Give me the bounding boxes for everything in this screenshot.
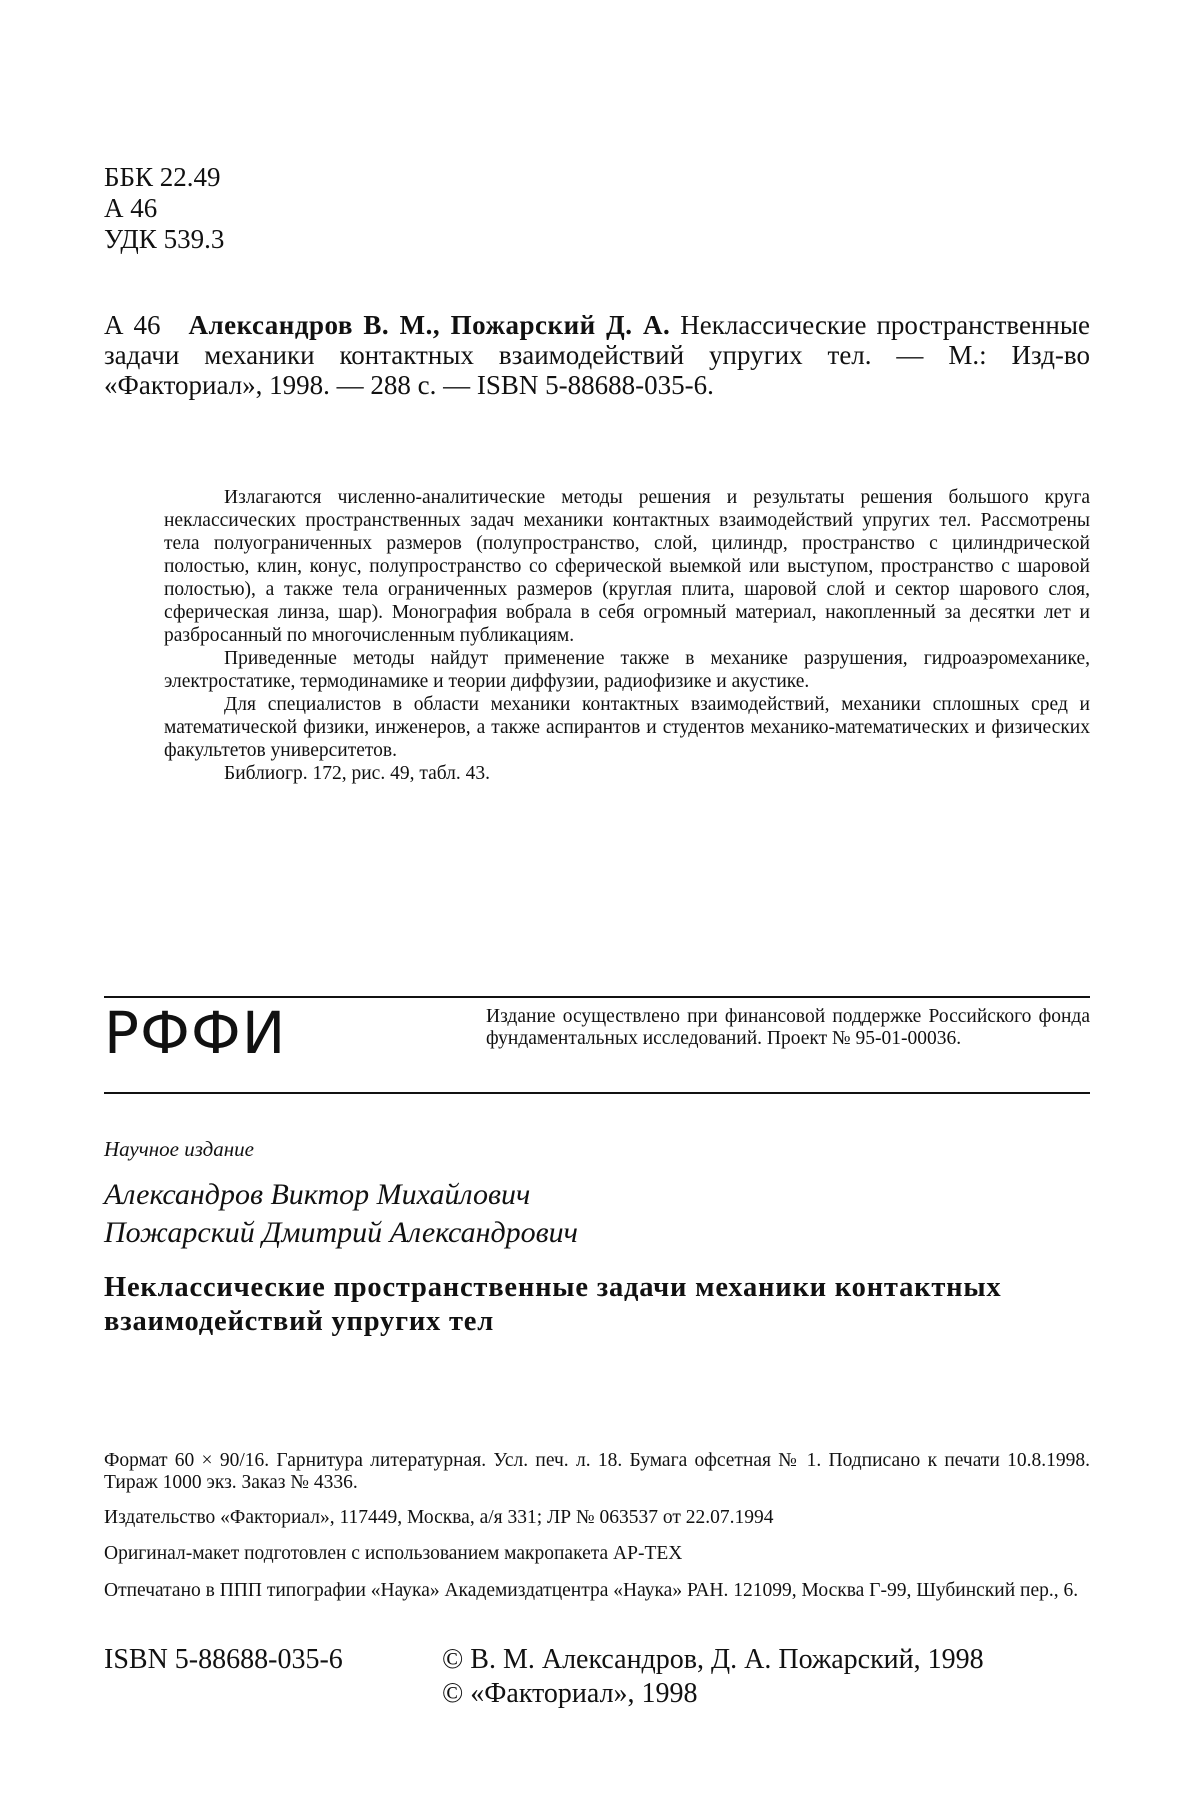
abstract-paragraph: Для специалистов в области механики контактных взаимодействий, механики сплошных сред и математической физики, инженеров, а также аспирантов и студентов механико-математических и физических факультетов университетов. xyxy=(164,694,1090,761)
author-mark: А 46 xyxy=(104,193,158,223)
title-verso-page xyxy=(104,0,1090,1795)
citation-authors: Александров В. М., Пожарский Д. А. xyxy=(188,310,671,340)
abstract-paragraph: Приведенные методы найдут применение также в механике разрушения, гидроаэромеханике, электростатике, термодинамике и теории диффузии, радиофизике и акустике. xyxy=(164,648,1090,692)
edition-type: Научное издание xyxy=(104,1137,254,1161)
abstract-paragraph: Библиогр. 172, рис. 49, табл. 43. xyxy=(224,763,491,784)
author-full-name: Александров Виктор Михайлович xyxy=(104,1178,531,1211)
top-divider xyxy=(104,996,1090,998)
abstract-paragraph: Излагаются численно-аналитические методы решения и результаты решения большого круга неклассических пространственных задач механики контактных взаимодействий упругих тел. Рассмотрены тела полуограниченных размеров (полупространство, слой, цилиндр, пространство с цилиндрической полостью, клин, конус, полупространство со сферической выемкой или выступом, пространство с шаровой полостью), а также тела ограниченных размеров (круглая плита, шаровой слой и сектор шарового слоя, сферическая линза, шар). Монография вобрала в себя огромный материал, накопленный за десятки лет и разбросанный по многочисленным публикациям. xyxy=(164,487,1090,646)
classification-block xyxy=(104,162,224,255)
author-full-name: Пожарский Дмитрий Александрович xyxy=(104,1216,578,1249)
isbn: ISBN 5-88688-035-6 xyxy=(104,1644,343,1675)
copyright-authors: © В. М. Александров, Д. А. Пожарский, 1998 xyxy=(442,1644,984,1675)
citation-text: Неклассические пространственные задачи механики контактных взаимодействий упругих тел. — М.: Изд-во «Факториал», 1998. — 288 с. — ISBN 5-88688-035-6. xyxy=(104,310,1091,400)
imprint-printer: Отпечатано в ППП типографии «Наука» Академиздатцентра «Наука» РАН. 121099, Москва Г-99, Шубинский пер., 6. xyxy=(104,1580,1079,1601)
bottom-divider xyxy=(104,1092,1090,1094)
abstract xyxy=(164,486,1090,785)
imprint-format: Формат 60 × 90/16. Гарнитура литературная. Усл. печ. л. 18. Бумага офсетная № 1. Подписано к печати 10.8.1998. Тираж 1000 экз. Заказ № 4336. xyxy=(104,1450,1090,1493)
book-title: Неклассические пространственные задачи механики контактных взаимодействий упругих тел xyxy=(104,1272,1002,1337)
bbk-code: ББК 22.49 xyxy=(104,162,221,192)
imprint-publisher: Издательство «Факториал», 117449, Москва, а/я 331; ЛР № 063537 от 22.07.1994 xyxy=(104,1507,774,1528)
copyright-publisher: © «Факториал», 1998 xyxy=(442,1678,698,1709)
udk-code: УДК 539.3 xyxy=(104,224,225,254)
funding-note: Издание осуществлено при финансовой поддержке Российского фонда фундаментальных исследований. Проект № 95-01-00036. xyxy=(486,1006,1090,1049)
citation-code: А 46 xyxy=(104,310,161,340)
imprint-layout: Оригинал-макет подготовлен с использованием макропакета AP-TEX xyxy=(104,1543,683,1564)
bibliographic-citation xyxy=(104,310,1090,400)
rfi-logo: РФФИ xyxy=(104,999,287,1067)
